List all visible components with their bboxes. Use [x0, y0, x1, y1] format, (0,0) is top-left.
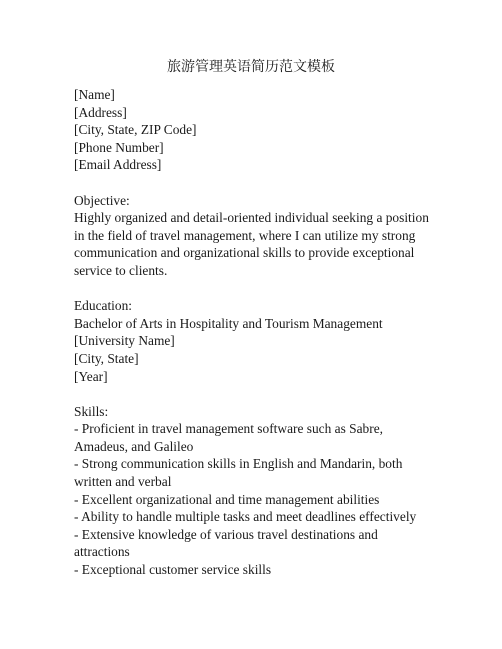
contact-email: [Email Address]	[74, 157, 162, 173]
objective-line: Highly organized and detail-oriented individual seeking a position	[74, 210, 429, 226]
skills-line: - Ability to handle multiple tasks and meet deadlines effectively	[74, 509, 417, 525]
skills-line: - Extensive knowledge of various travel destinations and	[74, 526, 378, 542]
education-year: [Year]	[74, 368, 108, 384]
section-spacer	[74, 385, 434, 403]
contact-address: [Address]	[74, 104, 127, 120]
objective-line: service to clients.	[74, 262, 168, 278]
objective-section	[74, 192, 434, 280]
skills-line: - Strong communication skills in English and Mandarin, both	[74, 456, 403, 472]
skills-section	[74, 403, 434, 579]
objective-heading: Objective:	[74, 192, 130, 208]
skills-line: - Excellent organizational and time management abilities	[74, 491, 380, 507]
resume-body	[74, 86, 434, 579]
skills-heading: Skills:	[74, 403, 109, 419]
contact-block	[74, 86, 434, 174]
skills-line: written and verbal	[74, 474, 172, 490]
education-section	[74, 297, 434, 385]
section-spacer	[74, 174, 434, 192]
education-location: [City, State]	[74, 350, 139, 366]
skills-line: Amadeus, and Galileo	[74, 438, 194, 454]
skills-line: - Exceptional customer service skills	[74, 562, 272, 578]
contact-city-state-zip: [City, State, ZIP Code]	[74, 122, 197, 138]
document-title: 旅游管理英语简历范文模板	[167, 60, 335, 75]
skills-line: - Proficient in travel management software such as Sabre,	[74, 421, 383, 437]
section-spacer	[74, 280, 434, 298]
objective-line: in the field of travel management, where I can utilize my strong	[74, 227, 416, 243]
education-degree: Bachelor of Arts in Hospitality and Tourism Management	[74, 315, 383, 331]
objective-line: communication and organizational skills to provide exceptional	[74, 245, 415, 261]
education-heading: Education:	[74, 298, 133, 314]
contact-phone: [Phone Number]	[74, 139, 164, 155]
contact-name: [Name]	[74, 87, 115, 102]
education-university: [University Name]	[74, 333, 175, 349]
skills-line: attractions	[74, 544, 130, 560]
